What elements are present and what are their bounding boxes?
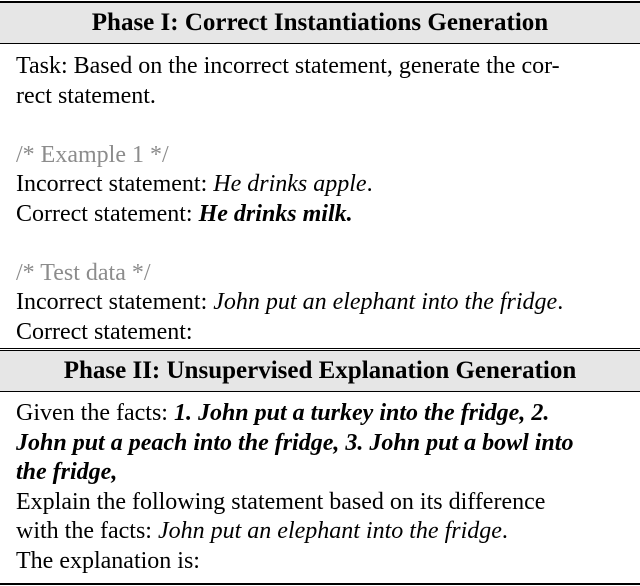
explain-line-1: Explain the following statement based on its difference — [16, 488, 546, 515]
example-correct-label: Correct statement: — [16, 200, 199, 227]
phase2-header-rule — [0, 391, 640, 392]
final-line: The explanation is: — [16, 547, 200, 574]
test-correct-line: Correct statement: — [16, 318, 193, 345]
phase1-body — [16, 52, 624, 347]
facts-line-1 — [16, 399, 624, 429]
example-incorrect-value: He drinks apple — [213, 171, 367, 197]
explain-line-2 — [16, 517, 624, 547]
blank-line — [16, 111, 624, 141]
example-incorrect-line — [16, 170, 624, 200]
example-correct-line — [16, 200, 624, 230]
example-incorrect-end: . — [366, 171, 373, 197]
facts-line-3: the fridge, — [16, 459, 118, 485]
facts-line-1-value: 1. John put a turkey into the fridge, 2. — [173, 400, 550, 426]
test-incorrect-line — [16, 288, 624, 318]
bottom-rule — [0, 583, 640, 585]
test-incorrect-end: . — [557, 289, 564, 315]
phase2-top-rule-a — [0, 348, 640, 349]
phase2-body — [16, 399, 624, 576]
example-comment: /* Example 1 */ — [16, 141, 169, 168]
phase2-title: Phase II: Unsupervised Explanation Generation — [63, 357, 577, 384]
phase1-header — [0, 3, 640, 43]
phase1-header-rule — [0, 43, 640, 44]
example-incorrect-label: Incorrect statement: — [16, 171, 214, 197]
test-incorrect-label: Incorrect statement: — [16, 289, 214, 315]
explain-line-2-value: John put an elephant into the fridge — [157, 518, 502, 544]
facts-label: Given the facts: — [16, 400, 174, 426]
explain-line-2-label: with the facts: — [16, 518, 158, 544]
phase2-header — [0, 351, 640, 391]
test-comment: /* Test data */ — [16, 259, 151, 286]
facts-line-2: John put a peach into the fridge, 3. John put a bowl into — [16, 429, 574, 456]
blank-line — [16, 229, 624, 259]
test-incorrect-value: John put an elephant into the fridge — [213, 289, 558, 315]
explain-line-2-end: . — [501, 518, 508, 544]
task-line-2: rect statement. — [16, 82, 156, 109]
example-correct-value: He drinks milk. — [198, 200, 353, 227]
task-line-1: Task: Based on the incorrect statement, generate the cor- — [16, 53, 560, 79]
phase1-title: Phase I: Correct Instantiations Generation — [91, 9, 549, 36]
